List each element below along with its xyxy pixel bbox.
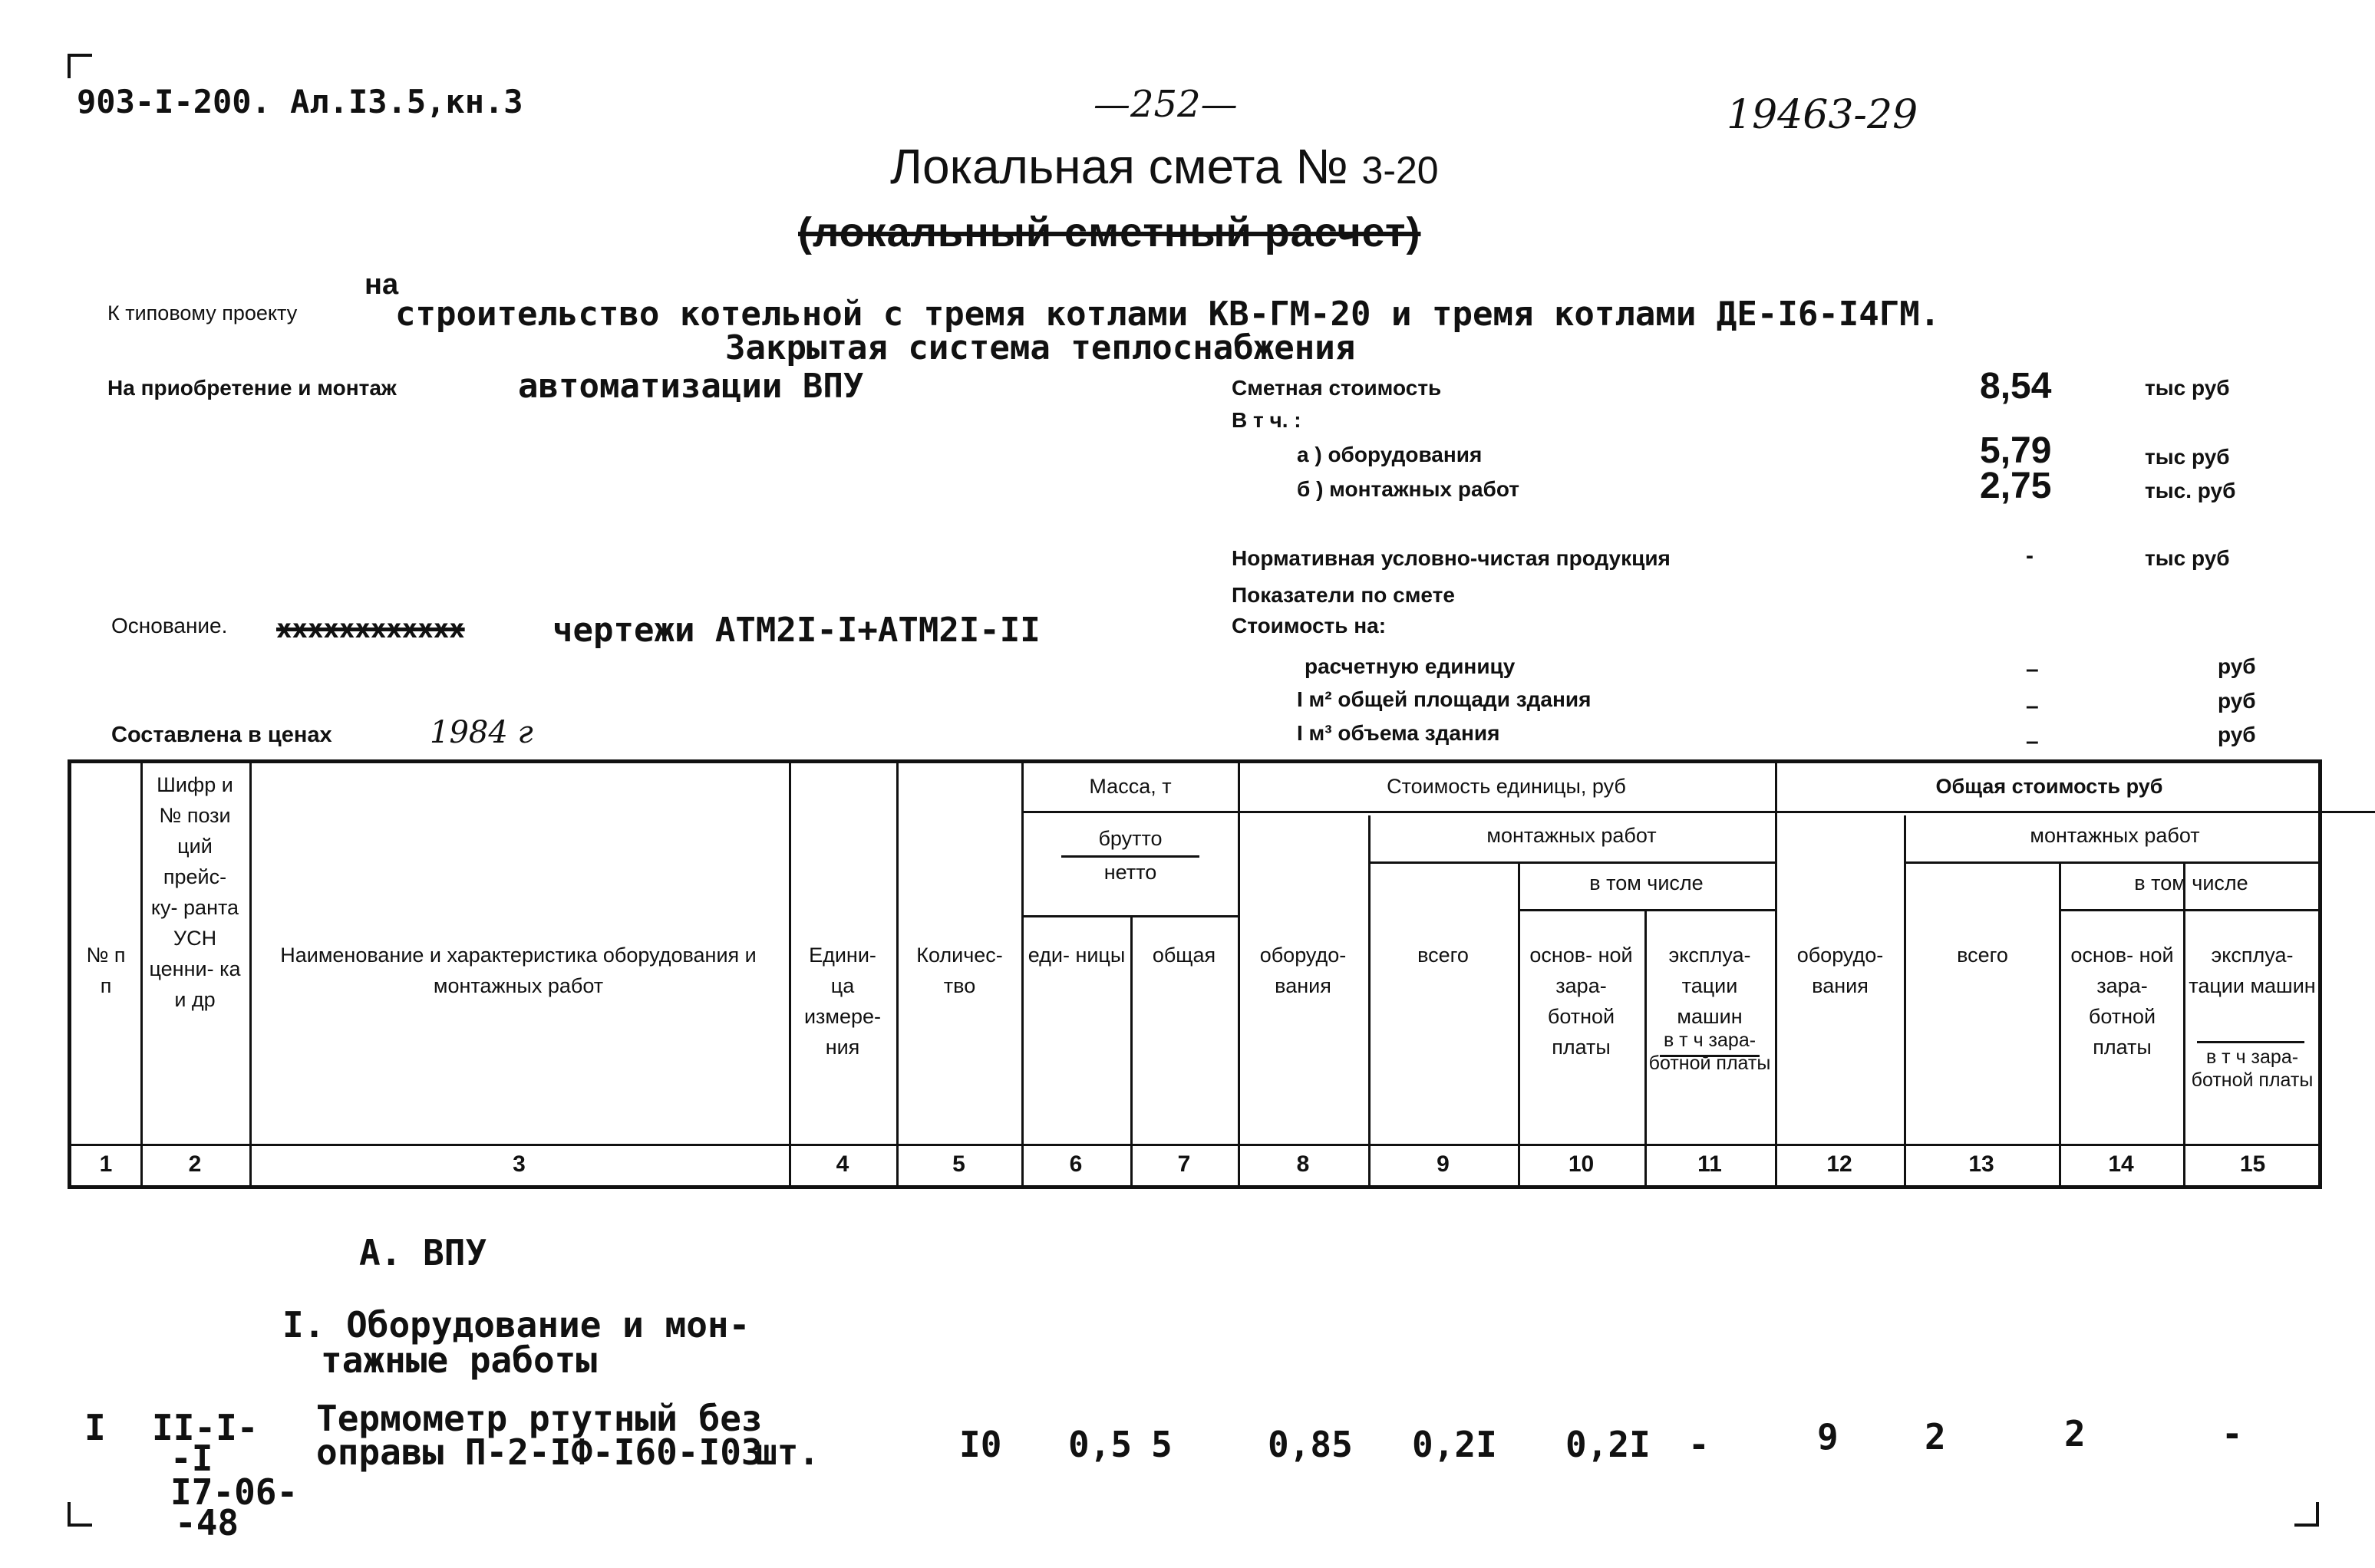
row-code-line3: I7-06- <box>170 1471 299 1513</box>
project-prefix: на <box>364 268 399 301</box>
row-basic-salary-unit: 0,2I <box>1565 1424 1651 1465</box>
col-divider <box>1775 763 1777 1189</box>
col-header-unit-machine-ops-sub: в т ч зара- ботной платы <box>1648 1029 1771 1074</box>
total-including-header: в том числе <box>2134 871 2248 894</box>
title-prefix: Локальная смета № <box>890 139 1348 194</box>
per-unit-label: расчетную единицу <box>1305 654 1516 678</box>
page-title <box>890 138 1439 195</box>
normative-label: Нормативная условно-чистая продукция <box>1232 546 1671 570</box>
col-header-total-equipment: оборудо- вания <box>1796 944 1884 997</box>
row-divider <box>1518 909 1775 911</box>
per-unit-unit: руб <box>2218 654 2256 678</box>
netto-label: нетто <box>1103 861 1157 884</box>
col-header-mass-total: общая <box>1152 944 1216 967</box>
row-mass-unit: 0,5 <box>1068 1424 1133 1465</box>
col-number: 7 <box>1177 1151 1191 1177</box>
basis-value: чертежи АТМ2I-I+АТМ2I-II <box>553 611 1041 650</box>
estimated-cost-unit: тыс руб <box>2145 376 2230 400</box>
installation-cost-label: б ) монтажных работ <box>1297 477 1519 501</box>
col-number: 8 <box>1296 1151 1310 1177</box>
col-header-quantity: Количес- тво <box>916 944 1003 997</box>
basis-struck: хххххххххххх <box>276 614 465 644</box>
col-header-total-machine-ops: эксплуа- тации машин <box>2189 944 2316 997</box>
project-label: К типовому проекту <box>107 301 298 324</box>
col-header-total-basic-salary: основ- ной зара- ботной платы <box>2070 944 2174 1059</box>
project-name-line1: строительство котельной с тремя котлами КВ-ГМ-20 и тремя котлами ДЕ-I6-I4ГМ. <box>395 295 1941 334</box>
subsection-heading-line1: I. Оборудование и мон- <box>282 1304 750 1346</box>
col-number: 14 <box>2108 1151 2134 1177</box>
section-heading: А. ВПУ <box>359 1232 487 1273</box>
col-number: 13 <box>1968 1151 1994 1177</box>
installation-cost-unit: тыс. руб <box>2145 479 2236 502</box>
row-machine-ops-unit: - <box>1688 1424 1710 1465</box>
col-header-unit-basic-salary: основ- ной зара- ботной платы <box>1529 944 1633 1059</box>
row-quantity: I0 <box>959 1424 1002 1465</box>
struck-subtitle: (локальный сметный расчет) <box>798 209 1421 255</box>
installation-cost-value: 2,75 <box>1980 466 2052 506</box>
row-name-line1: Термометр ртутный без <box>316 1398 763 1439</box>
col-divider <box>2183 863 2185 1189</box>
machine-ops-rule <box>2197 1041 2304 1043</box>
estimate-table-header <box>68 759 2322 1189</box>
row-divider <box>1021 915 1238 917</box>
col-number: 3 <box>513 1151 526 1177</box>
col-number: 4 <box>836 1151 849 1177</box>
col-header-total-total: всего <box>1957 944 2008 967</box>
per-area-unit: руб <box>2218 689 2256 713</box>
estimated-cost-value: 8,54 <box>1980 366 2052 407</box>
handwritten-document-id: 19463-29 <box>1727 92 1918 138</box>
col-header-unit-machine-ops: эксплуа- тации машин <box>1668 944 1751 1028</box>
col-header-unit: Едини- ца измере- ния <box>803 944 882 1059</box>
prices-year: 1984 г <box>430 715 533 750</box>
row-divider <box>1021 811 2375 813</box>
row-divider <box>2059 909 2322 911</box>
unit-cost-group-header: Стоимость единицы, руб <box>1387 775 1626 798</box>
col-number: 5 <box>952 1151 965 1177</box>
col-header-name: Наименование и характеристика оборудования и монтажных работ <box>280 944 757 997</box>
col-divider <box>896 763 899 1189</box>
per-area-dash: – <box>2026 693 2039 719</box>
corner-mark-bottom-right <box>2294 1502 2319 1527</box>
per-unit-dash: – <box>2026 657 2039 682</box>
page-number: —252— <box>1093 83 1238 126</box>
col-header-code: Шифр и № пози ций прейс- ку- ранта УСН ценни- ка и др <box>149 773 241 1011</box>
row-name-line2: оправы П-2-IФ-I60-I03 <box>316 1431 763 1473</box>
col-header-total-machine-ops-sub: в т ч зара- ботной платы <box>2191 1046 2314 1091</box>
row-divider <box>1368 861 1775 864</box>
row-number: I <box>84 1407 106 1448</box>
col-divider <box>2059 863 2061 1189</box>
row-divider <box>1904 861 2322 864</box>
row-code-line4: -48 <box>175 1502 239 1543</box>
col-header-unit-equipment: оборудо- вания <box>1259 944 1347 997</box>
col-number: 1 <box>99 1151 113 1177</box>
col-number: 15 <box>2239 1151 2266 1177</box>
per-volume-unit: руб <box>2218 723 2256 746</box>
col-number: 2 <box>188 1151 202 1177</box>
corner-mark-bottom-left <box>68 1502 92 1527</box>
title-number: 3-20 <box>1361 149 1439 192</box>
project-name-line2: Закрытая система теплоснабжения <box>725 328 1356 367</box>
normative-value: - <box>2026 543 2034 568</box>
col-header-mass-unit: еди- ницы <box>1028 944 1126 967</box>
unit-install-header: монтажных работ <box>1486 824 1657 847</box>
col-number: 6 <box>1069 1151 1083 1177</box>
indicators-label: Показатели по смете <box>1232 583 1455 607</box>
subsection-heading-line2: тажные работы <box>321 1339 598 1381</box>
col-divider <box>1238 763 1240 1189</box>
col-header-number: № п п <box>86 944 126 997</box>
per-volume-label: I м³ объема здания <box>1297 721 1500 745</box>
per-area-label: I м² общей площади здания <box>1297 687 1592 711</box>
unit-including-header: в том числе <box>1589 871 1704 894</box>
equipment-cost-value: 5,79 <box>1980 430 2052 471</box>
col-number: 10 <box>1568 1151 1595 1177</box>
including-label: В т ч. : <box>1232 408 1301 432</box>
row-install-total: 2 <box>1925 1416 1946 1458</box>
row-machine-ops-total: - <box>2222 1413 2243 1454</box>
corner-mark-top-left <box>68 54 92 78</box>
row-equipment-total: 9 <box>1817 1416 1839 1458</box>
row-code-line2: -I <box>170 1438 213 1479</box>
total-install-header: монтажных работ <box>2030 824 2200 847</box>
row-basic-salary-total: 2 <box>2064 1413 2086 1454</box>
col-divider <box>1130 917 1133 1189</box>
row-code-line1: II-I- <box>152 1407 259 1448</box>
col-number: 12 <box>1826 1151 1852 1177</box>
row-divider <box>71 1144 2322 1146</box>
prices-label: Составлена в ценах <box>111 723 332 747</box>
document-code: 903-I-200. Ал.I3.5,кн.3 <box>77 83 523 120</box>
row-equipment-unit: 0,85 <box>1268 1424 1353 1465</box>
col-number: 11 <box>1697 1151 1722 1177</box>
purchase-value: автоматизации ВПУ <box>518 367 864 406</box>
total-cost-group-header: Общая стоимость руб <box>1935 775 2163 798</box>
per-volume-dash: – <box>2026 729 2039 754</box>
col-divider <box>140 763 143 1189</box>
col-divider <box>1368 815 1371 1189</box>
row-install-unit-total: 0,2I <box>1412 1424 1497 1465</box>
col-number: 9 <box>1437 1151 1450 1177</box>
col-divider <box>1904 815 1906 1189</box>
equipment-cost-unit: тыс руб <box>2145 445 2230 469</box>
cost-per-label: Стоимость на: <box>1232 614 1387 637</box>
brutto-label: брутто <box>1098 827 1163 850</box>
col-divider <box>1644 911 1647 1189</box>
col-divider <box>249 763 252 1189</box>
purchase-label: На приобретение и монтаж <box>107 376 397 400</box>
mass-group-header: Масса, т <box>1089 775 1172 798</box>
col-header-unit-total: всего <box>1417 944 1469 967</box>
basis-label: Основание. <box>111 614 228 637</box>
estimated-cost-label: Сметная стоимость <box>1232 376 1442 400</box>
col-divider <box>1518 863 1520 1189</box>
row-mass-total: 5 <box>1151 1424 1173 1465</box>
equipment-cost-label: а ) оборудования <box>1297 443 1483 466</box>
col-divider <box>789 763 791 1189</box>
row-unit: шт. <box>756 1431 820 1473</box>
normative-unit: тыс руб <box>2145 546 2230 570</box>
